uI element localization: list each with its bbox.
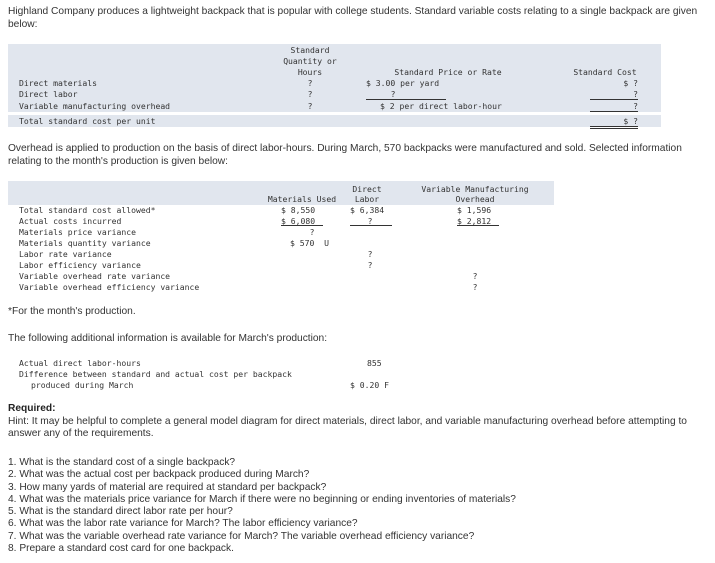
table1-header-qty-3: Hours — [297, 67, 323, 77]
question-item: 4. What was the materials price variance for March if there were no beginning or ending inventories of materials? — [8, 493, 516, 505]
overhead-paragraph: Overhead is applied to production on the basis of direct labor-hours. During March, 570 backpacks were manufactured and sold. Selected information relating to the month's production is given below: — [8, 143, 682, 167]
table1-row-price: ? — [390, 89, 396, 99]
table2-overhead-cell: $ 2,812 — [457, 216, 492, 226]
table2-labor-cell: $ 6,384 — [350, 205, 385, 215]
table2-materials-cell: $ 8,550 — [281, 205, 316, 215]
actual-hours-label: Actual direct labor-hours — [19, 358, 141, 368]
cost-difference-value: $ 0.20 F — [350, 380, 389, 390]
table1-header-qty-1: Standard — [290, 45, 330, 55]
question-item: 1. What is the standard cost of a single backpack? — [8, 457, 236, 468]
question-item: 5. What is the standard direct labor rate per hour? — [8, 506, 233, 518]
table1-row-price: $ 2 per direct labor-hour — [380, 101, 502, 111]
table1-row-qty: ? — [307, 78, 313, 88]
table2-row-label: Materials quantity variance — [19, 238, 151, 248]
table2-header-overhead-2: Overhead — [455, 194, 495, 204]
table1-header-cost: Standard Cost — [573, 67, 637, 77]
intro-paragraph: Highland Company produces a lightweight backpack that is popular with college students. Standard variable costs relating to a single backpack are given below: — [8, 6, 698, 30]
table2-header-overhead-1: Variable Manufacturing — [421, 184, 529, 194]
table1-price-rule — [366, 99, 446, 100]
table1-row-qty: ? — [307, 89, 313, 99]
table2-row-label: Total standard cost allowed* — [19, 205, 156, 215]
table1-row-cost: ? — [633, 89, 638, 99]
question-item: 8. Prepare a standard cost card for one backpack. — [8, 543, 234, 555]
cost-difference-label: Difference between standard and actual cost per backpack — [19, 369, 292, 379]
table1-row-label: Direct materials — [19, 78, 97, 88]
table1-header-price: Standard Price or Rate — [394, 67, 502, 77]
question-item: 3. How many yards of material are required at standard per backpack? — [8, 481, 327, 493]
question-item: 2. What was the actual cost per backpack produced during March? — [8, 469, 310, 481]
table1-row-price: $ 3.00 per yard — [366, 78, 440, 88]
table2-header-labor-2: Labor — [354, 194, 380, 204]
table2-row-label: Labor rate variance — [19, 249, 112, 259]
table2-overhead-cell: ? — [472, 282, 478, 292]
footnote: *For the month's production. — [8, 306, 136, 317]
table2-materials-rule — [281, 225, 323, 226]
additional-paragraph: The following additional information is available for March's production: — [8, 333, 328, 344]
table2-labor-rule — [350, 225, 392, 226]
table2-materials-cell: $ 570 U — [290, 238, 329, 248]
table1-total-cost: $ ? — [623, 116, 638, 126]
table1-total-double-rule — [590, 126, 638, 129]
table1-row-qty: ? — [307, 101, 313, 111]
table1-cost-rule — [590, 99, 638, 100]
actual-hours-value: 855 — [367, 358, 382, 368]
table2-row-label: Variable overhead rate variance — [19, 271, 171, 281]
table2-overhead-cell: $ 1,596 — [457, 205, 492, 215]
table2-row-label: Actual costs incurred — [19, 216, 122, 226]
table2-labor-cell: ? — [367, 249, 373, 259]
table1-row-label: Direct labor — [19, 89, 78, 99]
table1-total-label: Total standard cost per unit — [19, 116, 156, 126]
table2-materials-cell: ? — [309, 227, 315, 237]
hint-paragraph: Hint: It may be helpful to complete a general model diagram for direct materials, direct labor, and variable manufacturing overhead before attempting to answer any of the requirements. — [8, 416, 687, 440]
table2-labor-cell: ? — [367, 260, 373, 270]
table2-labor-cell: ? — [367, 216, 373, 226]
required-heading: Required: — [8, 403, 56, 414]
table1-row-cost: $ ? — [623, 78, 638, 88]
table2-row-label: Materials price variance — [19, 227, 136, 237]
table2-header-materials: Materials Used — [267, 194, 337, 204]
table2-materials-cell: $ 6,080 — [281, 216, 316, 226]
table2-row-label: Variable overhead efficiency variance — [19, 282, 200, 292]
table1-cost-rule — [590, 111, 638, 112]
table2-row-label: Labor efficiency variance — [19, 260, 141, 270]
table2-overhead-cell: ? — [472, 271, 478, 281]
table1-row-label: Variable manufacturing overhead — [19, 101, 171, 111]
cost-difference-label-continued: produced during March — [31, 380, 134, 390]
table1-row-cost: ? — [633, 101, 638, 111]
question-item: 6. What was the labor rate variance for March? The labor efficiency variance? — [8, 518, 358, 530]
table1-header-qty-2: Quantity or — [283, 56, 337, 66]
table2-header-labor-1: Direct — [352, 184, 382, 194]
questions-list — [8, 457, 708, 555]
question-item: 7. What was the variable overhead rate variance for March? The variable overhead efficiency variance? — [8, 530, 475, 542]
table2-overhead-rule — [457, 225, 499, 226]
